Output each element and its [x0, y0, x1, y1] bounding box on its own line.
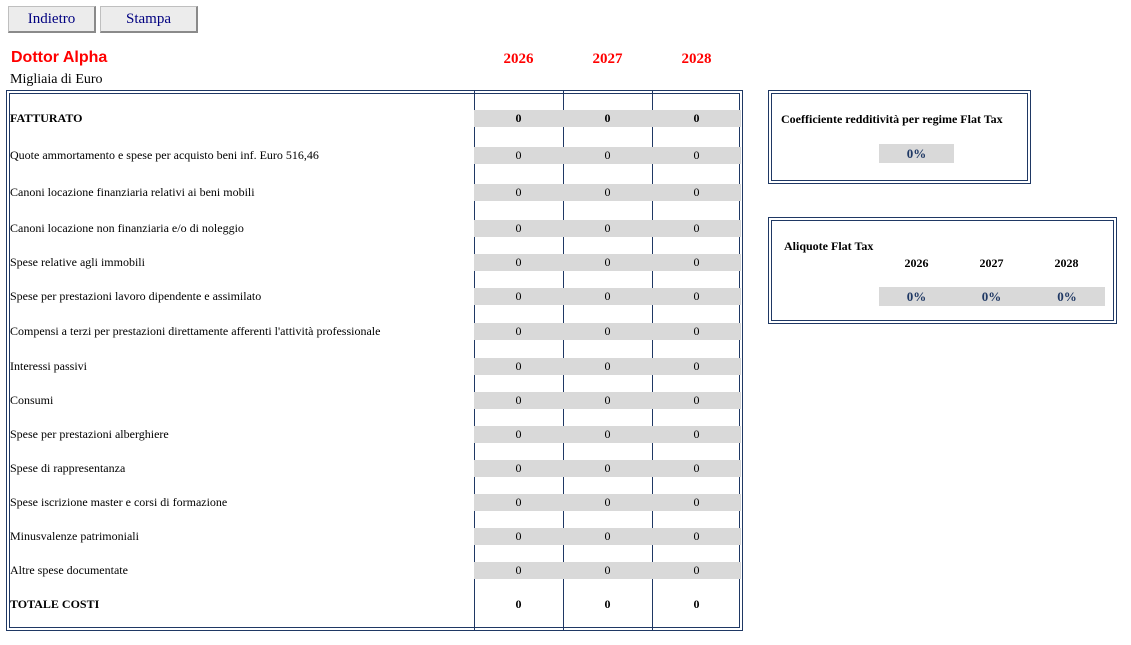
coefficient-panel — [768, 90, 1031, 184]
row-label: Altre spese documentate — [10, 563, 128, 577]
value-cell-2027[interactable]: 0 — [563, 528, 652, 545]
page-title: Dottor Alpha — [11, 49, 108, 66]
value-cell-2028[interactable]: 0 — [652, 110, 741, 127]
value-cell-2027[interactable]: 0 — [563, 184, 652, 201]
row-label: Minusvalenze patrimoniali — [10, 529, 139, 543]
value-cell-2027[interactable]: 0 — [563, 562, 652, 579]
value-cell-2026[interactable]: 0 — [474, 184, 563, 201]
value-cell-2027[interactable]: 0 — [563, 254, 652, 271]
value-cell-2028[interactable]: 0 — [652, 254, 741, 271]
value-cell-2026[interactable]: 0 — [474, 392, 563, 409]
row-label: FATTURATO — [10, 111, 83, 125]
value-cell-2026: 0 — [515, 597, 522, 611]
value-cell-2026[interactable]: 0 — [474, 220, 563, 237]
value-cell-2028[interactable]: 0 — [652, 323, 741, 340]
value-cell-2026[interactable]: 0 — [474, 110, 563, 127]
back-button[interactable]: Indietro — [8, 6, 96, 33]
rate-value-2[interactable]: 0% — [954, 287, 1029, 306]
value-cell-2028[interactable]: 0 — [652, 460, 741, 477]
value-cell-2027[interactable]: 0 — [563, 460, 652, 477]
value-cell-2028[interactable]: 0 — [652, 494, 741, 511]
value-cell-2028[interactable]: 0 — [652, 426, 741, 443]
value-cell-2026[interactable]: 0 — [474, 426, 563, 443]
value-cell-2027[interactable]: 0 — [563, 426, 652, 443]
value-cell-2027[interactable]: 0 — [563, 358, 652, 375]
value-cell-2027[interactable]: 0 — [563, 392, 652, 409]
value-cell-2026[interactable]: 0 — [474, 323, 563, 340]
print-button[interactable]: Stampa — [100, 6, 198, 33]
value-cell-2027[interactable]: 0 — [563, 110, 652, 127]
rate-value-3[interactable]: 0% — [1029, 287, 1105, 306]
row-label: Compensi a terzi per prestazioni direttamente afferenti l'attività professionale — [10, 324, 381, 338]
value-cell-2028[interactable]: 0 — [652, 528, 741, 545]
row-label: Interessi passivi — [10, 359, 87, 373]
value-cell-2027[interactable]: 0 — [563, 494, 652, 511]
coefficient-title: Coefficiente redditività per regime Flat Tax — [781, 112, 1003, 126]
value-cell-2028[interactable]: 0 — [652, 184, 741, 201]
value-cell-2026[interactable]: 0 — [474, 147, 563, 164]
year-header-1: 2026 — [503, 51, 534, 67]
year-header-2: 2027 — [592, 51, 623, 67]
rates-panel — [768, 217, 1117, 324]
value-cell-2026[interactable]: 0 — [474, 358, 563, 375]
row-label: Canoni locazione finanziaria relativi ai beni mobili — [10, 185, 255, 199]
row-label: Spese relative agli immobili — [10, 255, 145, 269]
rate-value-1[interactable]: 0% — [879, 287, 954, 306]
row-label: Canoni locazione non finanziaria e/o di noleggio — [10, 221, 244, 235]
year-header-3: 2028 — [681, 51, 712, 67]
value-cell-2027[interactable]: 0 — [563, 288, 652, 305]
row-label: Spese per prestazioni alberghiere — [10, 427, 169, 441]
value-cell-2026[interactable]: 0 — [474, 494, 563, 511]
rates-year-3: 2028 — [1054, 256, 1079, 270]
value-cell-2026[interactable]: 0 — [474, 528, 563, 545]
rates-title: Aliquote Flat Tax — [784, 239, 874, 253]
row-label: Consumi — [10, 393, 54, 407]
row-label: Quote ammortamento e spese per acquisto beni inf. Euro 516,46 — [10, 148, 319, 162]
coefficient-value[interactable]: 0% — [879, 144, 954, 163]
value-cell-2028[interactable]: 0 — [652, 220, 741, 237]
row-label: Spese per prestazioni lavoro dipendente e assimilato — [10, 289, 262, 303]
value-cell-2028[interactable]: 0 — [652, 288, 741, 305]
row-label: TOTALE COSTI — [10, 597, 100, 611]
value-cell-2028[interactable]: 0 — [652, 147, 741, 164]
rates-year-1: 2026 — [904, 256, 929, 270]
value-cell-2026[interactable]: 0 — [474, 562, 563, 579]
value-cell-2026[interactable]: 0 — [474, 288, 563, 305]
value-cell-2027[interactable]: 0 — [563, 220, 652, 237]
row-label: Spese di rappresentanza — [10, 461, 126, 475]
value-cell-2027: 0 — [604, 597, 611, 611]
value-cell-2028[interactable]: 0 — [652, 392, 741, 409]
units-label: Migliaia di Euro — [10, 72, 103, 87]
value-cell-2026[interactable]: 0 — [474, 254, 563, 271]
value-cell-2027[interactable]: 0 — [563, 147, 652, 164]
row-label: Spese iscrizione master e corsi di formazione — [10, 495, 228, 509]
value-cell-2028[interactable]: 0 — [652, 358, 741, 375]
value-cell-2026[interactable]: 0 — [474, 460, 563, 477]
value-cell-2027[interactable]: 0 — [563, 323, 652, 340]
value-cell-2028[interactable]: 0 — [652, 562, 741, 579]
value-cell-2028: 0 — [693, 597, 700, 611]
rates-year-2: 2027 — [979, 256, 1004, 270]
